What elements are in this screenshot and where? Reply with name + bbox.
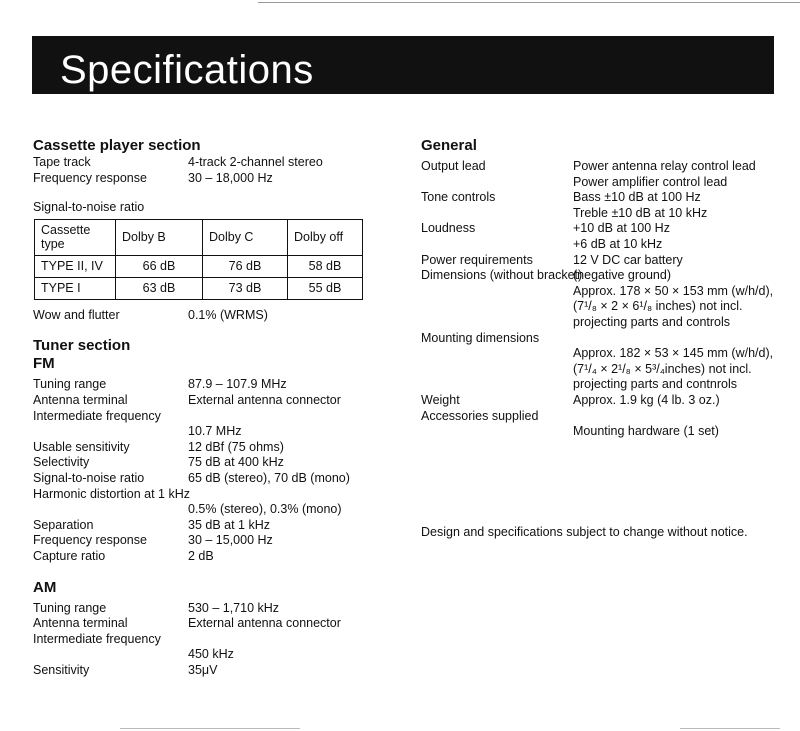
footer-rule xyxy=(120,728,300,729)
spec-label: Signal-to-noise ratio xyxy=(33,200,145,215)
spec-value: Power antenna relay control lead xyxy=(573,159,756,173)
spec-row xyxy=(33,632,383,648)
spec-label: Antenna terminal xyxy=(33,616,128,631)
spec-value: 65 dB (stereo), 70 dB (mono) xyxy=(188,470,350,485)
table-cell: TYPE II, IV xyxy=(35,255,116,277)
spec-label: Output lead xyxy=(421,159,486,173)
spec-label: Mounting dimensions xyxy=(421,330,540,345)
spec-row xyxy=(421,409,781,425)
spec-row xyxy=(33,487,383,503)
spec-value: 12 V DC car battery xyxy=(573,252,683,267)
spec-value: 35μV xyxy=(188,662,218,677)
spec-value: External antenna connector xyxy=(188,616,341,631)
title-banner xyxy=(32,36,774,94)
spec-label: Tuning range xyxy=(33,600,107,615)
spec-value: External antenna connector xyxy=(188,392,341,407)
spec-label: Loudness xyxy=(421,221,476,236)
spec-row xyxy=(33,393,383,409)
spec-value: 30 – 15,000 Hz xyxy=(188,533,273,548)
table-header-cell: Cassette type xyxy=(35,219,116,255)
table-cell: 66 dB xyxy=(116,255,203,277)
spec-label: Sensitivity xyxy=(33,662,90,677)
disclaimer-note: Design and specifications subject to change without notice. xyxy=(421,525,748,539)
spec-row xyxy=(421,424,781,440)
spec-value: 30 – 18,000 Hz xyxy=(188,170,273,185)
spec-value: +10 dB at 100 Hz xyxy=(573,221,670,236)
spec-row xyxy=(421,346,781,393)
spec-label: Separation xyxy=(33,517,94,532)
spec-row xyxy=(33,549,383,565)
table-cell: 63 dB xyxy=(116,277,203,299)
table-header-cell: Dolby C xyxy=(203,219,288,255)
spec-value: 35 dB at 1 kHz xyxy=(188,517,270,532)
table-header-row xyxy=(35,219,363,255)
general-heading: General xyxy=(421,137,477,154)
spec-row xyxy=(33,171,383,187)
spec-row xyxy=(33,533,383,549)
spec-row xyxy=(421,253,781,269)
spec-row xyxy=(33,308,383,324)
spec-label: Accessories supplied xyxy=(421,408,539,423)
table-row xyxy=(35,277,363,299)
spec-row xyxy=(421,284,781,331)
snr-table xyxy=(34,219,363,300)
fm-heading: FM xyxy=(33,355,55,373)
footer-rule xyxy=(680,728,780,729)
spec-label: Usable sensitivity xyxy=(33,439,130,454)
spec-label: Selectivity xyxy=(33,455,90,470)
page-title: Specifications xyxy=(60,48,314,92)
spec-row xyxy=(33,647,383,663)
spec-value: Approx. 182 × 53 × 145 mm (w/h/d),(7¹/₄ × 2¹/₈ × 5³/₄inches) not incl. projecting parts and contnrols xyxy=(573,346,774,392)
spec-label: Power requirements xyxy=(421,252,533,267)
spec-row xyxy=(33,518,383,534)
spec-value: 0.1% (WRMS) xyxy=(188,307,268,322)
spec-row xyxy=(33,409,383,425)
spec-value: 2 dB xyxy=(188,548,214,563)
spec-row xyxy=(421,268,781,284)
spec-label: Frequency response xyxy=(33,170,147,185)
spec-value: Power amplifier control lead xyxy=(573,174,728,189)
cassette-heading: Cassette player section xyxy=(33,137,201,154)
spec-row xyxy=(421,159,781,190)
spec-row xyxy=(421,221,781,252)
spec-label: Tone controls xyxy=(421,190,496,205)
spec-label: Intermediate frequency xyxy=(33,408,161,423)
table-cell: TYPE I xyxy=(35,277,116,299)
spec-value: 12 dBf (75 ohms) xyxy=(188,439,284,454)
spec-value: Treble ±10 dB at 10 kHz xyxy=(573,205,708,220)
spec-row xyxy=(421,393,781,409)
spec-row xyxy=(421,190,781,221)
tuner-heading: Tuner section xyxy=(33,337,131,355)
table-cell: 73 dB xyxy=(203,277,288,299)
am-heading: AM xyxy=(33,578,57,596)
spec-value: 450 kHz xyxy=(188,647,234,662)
spec-value: 4-track 2-channel stereo xyxy=(188,155,323,169)
table-cell: 58 dB xyxy=(288,255,363,277)
spec-row xyxy=(33,502,383,518)
spec-label: Tape track xyxy=(33,155,91,169)
spec-value: 75 dB at 400 kHz xyxy=(188,455,284,470)
table-cell: 55 dB xyxy=(288,277,363,299)
spec-value: 87.9 – 107.9 MHz xyxy=(188,377,287,392)
table-header-cell: Dolby B xyxy=(116,219,203,255)
spec-value: Bass ±10 dB at 100 Hz xyxy=(573,190,701,205)
spec-value: 0.5% (stereo), 0.3% (mono) xyxy=(188,502,342,517)
spec-row xyxy=(421,331,781,347)
spec-value: (negative ground) xyxy=(573,268,671,283)
spec-value: 10.7 MHz xyxy=(188,424,242,439)
spec-label: Frequency response xyxy=(33,533,147,548)
spec-row xyxy=(33,377,383,393)
spec-row xyxy=(33,440,383,456)
spec-label: Tuning range xyxy=(33,377,107,392)
table-header-cell: Dolby off xyxy=(288,219,363,255)
spec-value: 530 – 1,710 kHz xyxy=(188,600,280,615)
spec-value: Mounting hardware (1 set) xyxy=(573,424,719,439)
spec-label: Wow and flutter xyxy=(33,307,120,322)
spec-row xyxy=(33,471,383,487)
spec-row xyxy=(33,616,383,632)
spec-label: Signal-to-noise ratio xyxy=(33,470,145,485)
spec-value: Approx. 1.9 kg (4 lb. 3 oz.) xyxy=(573,392,720,407)
left-column xyxy=(33,137,383,678)
spec-label: Intermediate frequency xyxy=(33,631,161,646)
spec-row xyxy=(33,663,383,679)
spec-row xyxy=(33,424,383,440)
spec-row xyxy=(33,155,383,171)
spec-row xyxy=(33,601,383,617)
spec-value: Approx. 178 × 50 × 153 mm (w/h/d), (7¹/₈ × 2 × 6¹/₈ inches) not incl. projecting parts and controls xyxy=(573,283,774,329)
right-column xyxy=(421,137,781,440)
table-row xyxy=(35,255,363,277)
spec-label: Weight xyxy=(421,392,460,407)
spec-value: +6 dB at 10 kHz xyxy=(573,236,663,251)
spec-label: Capture ratio xyxy=(33,548,106,563)
spec-row xyxy=(33,455,383,471)
table-cell: 76 dB xyxy=(203,255,288,277)
spec-label: Harmonic distortion at 1 kHz xyxy=(33,486,191,501)
spec-row xyxy=(33,200,383,216)
spec-label: Dimensions (without bracket) xyxy=(421,268,583,283)
spec-label: Antenna terminal xyxy=(33,392,128,407)
top-rule xyxy=(258,2,800,3)
